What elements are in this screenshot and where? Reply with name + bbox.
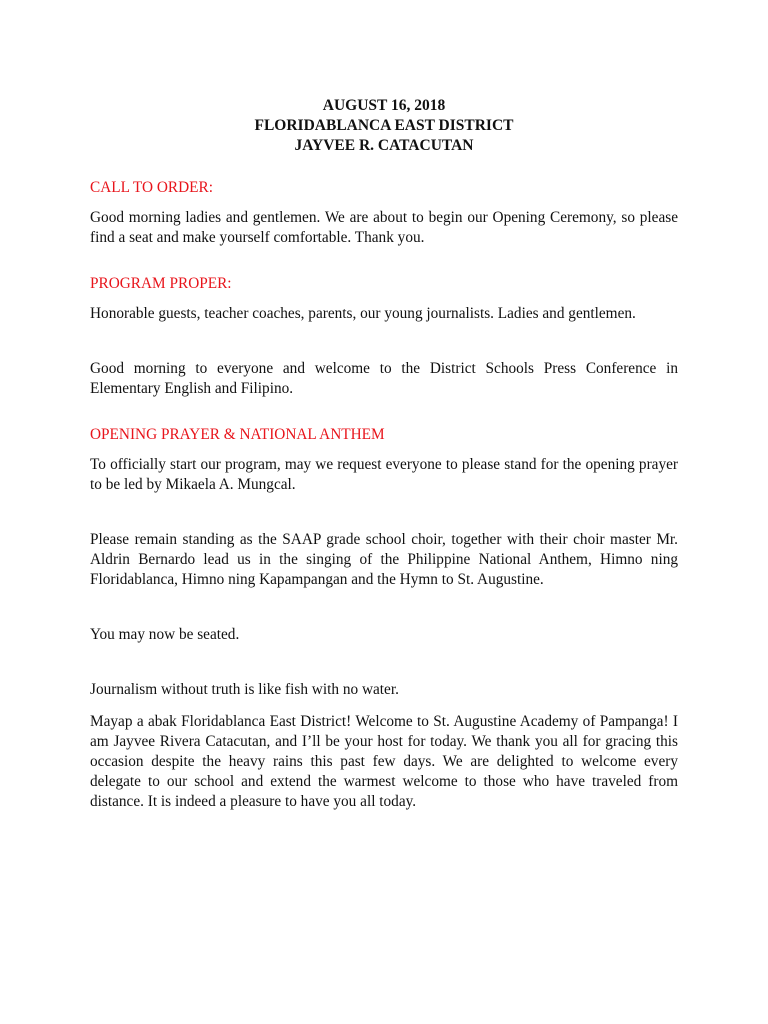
opening-prayer-paragraph-5: Mayap a abak Floridablanca East District! Welcome to St. Augustine Academy of Pampanga! I am Jayvee Rivera Catacutan, and I’ll be your host for today. We thank you all for gracing this occasion despite the heavy rains this past few days. We are delighted to welcome every delegate to our school and extend the warmest welcome to those who have traveled from distance. It is indeed a pleasure to have you all today.: [90, 713, 678, 810]
program-proper-paragraph-2: Good morning to everyone and welcome to the District Schools Press Conference in Elementary English and Filipino.: [90, 360, 678, 397]
header-district: FLORIDABLANCA EAST DISTRICT: [254, 117, 514, 134]
program-proper-paragraph-1: Honorable guests, teacher coaches, parents, our young journalists. Ladies and gentlemen.: [90, 305, 636, 322]
program-proper-title: PROGRAM PROPER:: [90, 275, 232, 292]
header-date: AUGUST 16, 2018: [322, 97, 446, 114]
opening-prayer-title: OPENING PRAYER & NATIONAL ANTHEM: [90, 426, 385, 443]
document-header: [90, 96, 678, 156]
call-to-order-title: CALL TO ORDER:: [90, 179, 213, 196]
header-name: JAYVEE R. CATACUTAN: [294, 137, 474, 154]
opening-prayer-paragraph-3: You may now be seated.: [90, 626, 240, 643]
opening-prayer-paragraph-2: Please remain standing as the SAAP grade school choir, together with their choir master Mr. Aldrin Bernardo lead us in the singing of the Philippine National Anthem, Himno ning Floridablanca, Himno ning Kapampangan and the Hymn to St. Augustine.: [90, 531, 678, 588]
document-page: [90, 96, 678, 812]
opening-prayer-paragraph-4: Journalism without truth is like fish with no water.: [90, 681, 399, 698]
opening-prayer-paragraph-1: To officially start our program, may we request everyone to please stand for the opening prayer to be led by Mikaela A. Mungcal.: [90, 456, 678, 493]
call-to-order-text: Good morning ladies and gentlemen. We are about to begin our Opening Ceremony, so please find a seat and make yourself comfortable. Thank you.: [90, 209, 678, 246]
